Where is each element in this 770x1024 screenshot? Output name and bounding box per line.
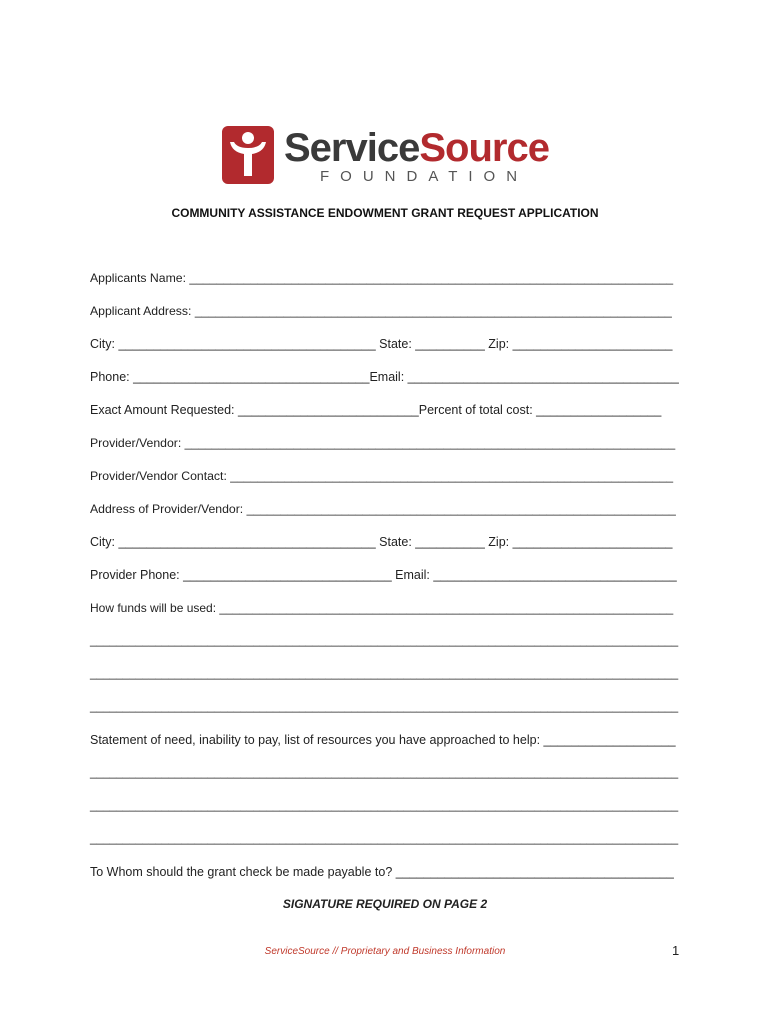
field-provider-phone-email[interactable]: Provider Phone: ______________________________ Email: ___________________________________ <box>90 568 677 582</box>
field-funds-use[interactable]: How funds will be used: ____________________________________________________________________ <box>90 601 674 615</box>
field-provider-contact[interactable]: Provider/Vendor Contact: _________________________________________________________________ <box>90 469 674 483</box>
field-statement-of-need[interactable]: Statement of need, inability to pay, list of resources you have approached to help: ___________________ <box>90 733 676 747</box>
field-funds-use-line[interactable]: __________________________________________________________________________________________ <box>90 667 679 680</box>
form-title: COMMUNITY ASSISTANCE ENDOWMENT GRANT REQUEST APPLICATION <box>171 206 599 220</box>
field-phone-email[interactable]: Phone: __________________________________Email: _______________________________________ <box>90 370 679 384</box>
field-applicant-name[interactable]: Applicants Name: _______________________________________________________________________ <box>90 271 674 285</box>
field-city-state-zip[interactable]: City: _____________________________________ State: __________ Zip: _______________________ <box>90 337 673 351</box>
field-statement-line[interactable]: __________________________________________________________________________________________ <box>90 766 679 779</box>
logo-wordmark <box>284 126 549 170</box>
signature-note: SIGNATURE REQUIRED ON PAGE 2 <box>282 897 488 911</box>
field-funds-use-line[interactable]: __________________________________________________________________________________________ <box>90 700 679 713</box>
field-provider-vendor[interactable]: Provider/Vendor: ________________________________________________________________________ <box>90 436 676 450</box>
field-payable-to[interactable]: To Whom should the grant check be made payable to? ________________________________________ <box>90 865 674 879</box>
person-arms-up-icon <box>222 126 274 184</box>
footer-text: ServiceSource // Proprietary and Business Information <box>264 946 506 957</box>
field-provider-address[interactable]: Address of Provider/Vendor: _______________________________________________________________ <box>90 502 676 516</box>
logo-name-part2: Source <box>419 126 549 170</box>
field-provider-city-state-zip[interactable]: City: _____________________________________ State: __________ Zip: _______________________ <box>90 535 673 549</box>
servicesource-logo <box>222 126 552 188</box>
logo-subtitle: FOUNDATION <box>320 168 529 185</box>
logo-name-part1: Service <box>284 126 420 170</box>
field-amount-percent[interactable]: Exact Amount Requested: __________________________Percent of total cost: __________________ <box>90 403 662 417</box>
field-funds-use-line[interactable]: __________________________________________________________________________________________ <box>90 634 679 647</box>
field-statement-line[interactable]: __________________________________________________________________________________________ <box>90 799 679 812</box>
field-statement-line[interactable]: __________________________________________________________________________________________ <box>90 832 679 845</box>
page-number: 1 <box>672 943 680 958</box>
field-applicant-address[interactable]: Applicant Address: ______________________________________________________________________ <box>90 304 672 318</box>
